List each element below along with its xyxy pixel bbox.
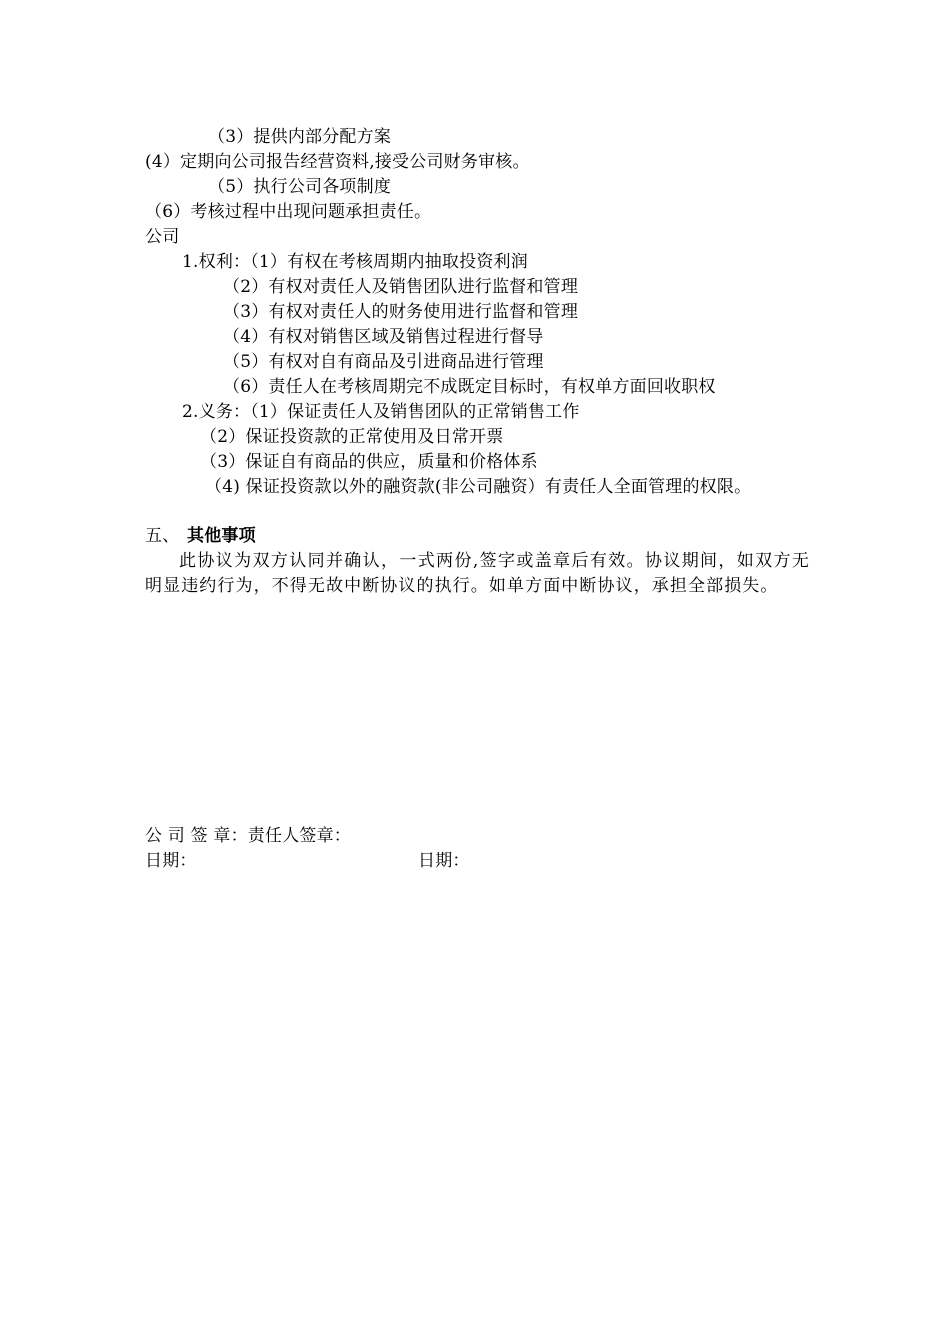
signature-line: 公 司 签 章：责任人签章： <box>145 826 352 846</box>
rights-item-2: （2）有权对责任人及销售团队进行监督和管理 <box>223 277 579 297</box>
rights-heading: 1.权利：（1）有权在考核周期内抽取投资利润 <box>182 252 528 272</box>
date-left: 日期： <box>145 851 197 871</box>
section-five-title: 其他事项 <box>187 526 256 546</box>
rights-item-4: （4）有权对销售区域及销售过程进行督导 <box>223 327 544 347</box>
rights-item-6: （6）责任人在考核周期完不成既定目标时，有权单方面回收职权 <box>223 377 716 397</box>
duty-item-5: （5）执行公司各项制度 <box>208 177 392 197</box>
obligations-item-3: （3）保证自有商品的供应，质量和价格体系 <box>200 452 538 472</box>
rights-item-5: （5）有权对自有商品及引进商品进行管理 <box>223 352 544 372</box>
date-right: 日期： <box>418 851 470 871</box>
section-five-number: 五、 <box>145 526 180 546</box>
company-label: 公司 <box>145 227 180 247</box>
section-five-body: 此协议为双方认同并确认，一式两份,签字或盖章后有效。协议期间，如双方无明显违约行为，不得无故中断协议的执行。如单方面中断协议，承担全部损失。 <box>145 551 810 596</box>
duty-item-4: (4）定期向公司报告经营资料,接受公司财务审核。 <box>145 152 530 172</box>
obligations-item-4: （4) 保证投资款以外的融资款(非公司融资）有责任人全面管理的权限。 <box>205 477 752 497</box>
obligations-item-2: （2）保证投资款的正常使用及日常开票 <box>200 427 504 447</box>
duty-item-6: （6）考核过程中出现问题承担责任。 <box>145 202 432 222</box>
obligations-heading: 2.义务：（1）保证责任人及销售团队的正常销售工作 <box>182 402 580 422</box>
rights-item-3: （3）有权对责任人的财务使用进行监督和管理 <box>223 302 579 322</box>
duty-item-3: （3）提供内部分配方案 <box>208 127 392 147</box>
